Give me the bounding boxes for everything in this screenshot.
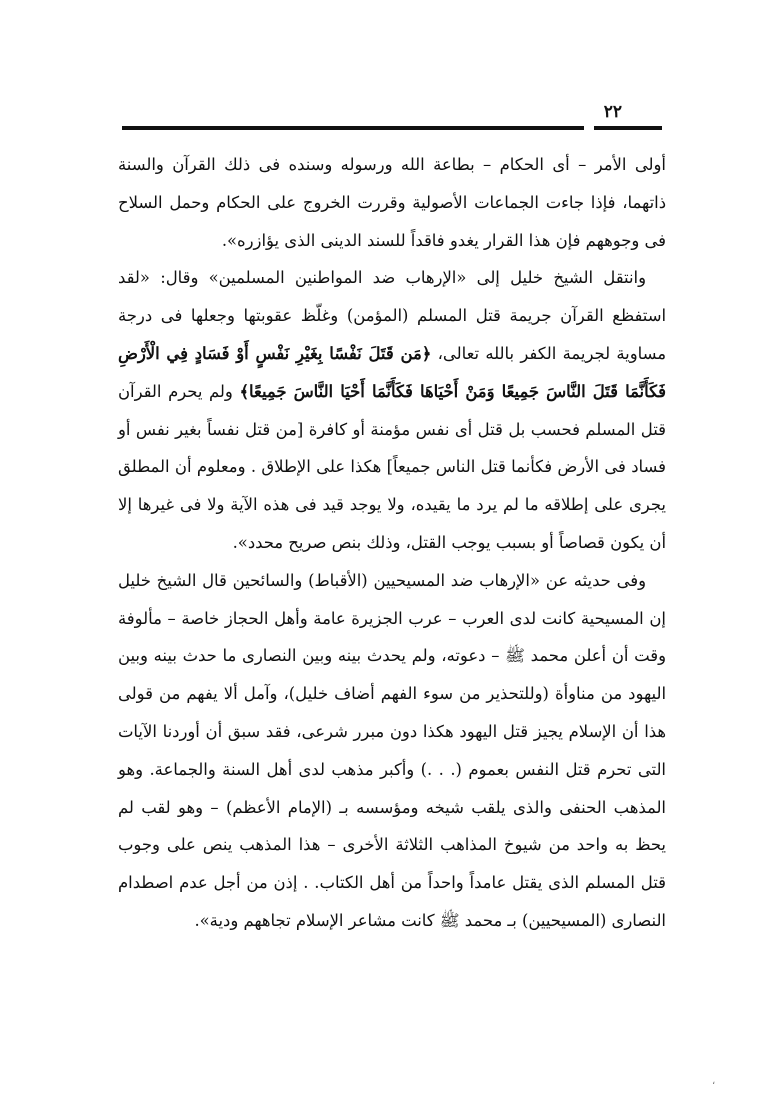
paragraph-2 <box>118 259 666 561</box>
page-number: ٢٢ <box>603 102 622 122</box>
paragraph-text: ولم يحرم القرآن قتل المسلم فحسب بل قتل أى نفس مؤمنة أو كافرة [من قتل نفساً بغير نفس أو فساد فى الأرض فكأنما قتل الناس جميعاً] هكذا على الإطلاق . ومعلوم أن المطلق يجرى على إطلاقه ما لم يرد ما يقيده، ولا يوجد قيد فى هذه الآية ولا فى غيرها إلا أن يكون قصاصاً أو بسبب يوجب القتل، وذلك بنص صريح محدد». <box>118 381 666 552</box>
header-rule-short <box>594 126 662 130</box>
paragraph-1 <box>118 146 666 259</box>
header-rule-long <box>122 126 584 130</box>
quran-verse: ﴿مَن قَتَلَ نَفْسًا بِغَيْرِ نَفْسٍ أَوْ فَسَادٍ فِي الْأَرْضِ فَكَأَنَّمَا قَتَلَ النَّاسَ جَمِيعًا وَمَنْ أَحْيَاهَا فَكَأَنَّمَا أَحْيَا النَّاسَ جَمِيعًا﴾ <box>118 343 666 401</box>
paragraph-3 <box>118 562 666 940</box>
paragraph-text: وفى حديثه عن «الإرهاب ضد المسيحيين (الأقباط) والسائحين قال الشيخ خليل إن المسيحية كانت لدى العرب – عرب الجزيرة عامة وأهل الحجاز خاصة – مألوفة وقت أن أعلن محمد ﷺ – دعوته، ولم يحدث بينه وبين النصارى ما حدث بينه وبين اليهود من مناوأة (وللتحذير من سوء الفهم أضاف خليل)، وآمل ألا يفهم من قولى هذا أن الإسلام يجيز قتل اليهود هكذا دون مبرر شرعى، فقد سبق أن أوردنا الآيات التى تحرم قتل النفس بعموم (. . .) وأكبر مذهب لدى أهل السنة والجماعة. وهو المذهب الحنفى والذى يلقب شيخه ومؤسسه بـ (الإمام الأعظم) – وهو لقب لم يحظ به واحد من شيوخ المذاهب الثلاثة الأخرى – هذا المذهب ينص على وجوب قتل المسلم الذى يقتل عامداً واحداً من أهل الكتاب. . إذن من أجل عدم اصطدام النصارى (المسيحيين) بـ محمد ﷺ كانت مشاعر الإسلام تجاههم ودية». <box>118 570 666 930</box>
body-text <box>118 146 666 940</box>
paragraph-text: وانتقل الشيخ خليل إلى «الإرهاب ضد المواطنين المسلمين» وقال: «لقد استفظع القرآن جريمة قتل المسلم (المؤمن) وغلّظ عقوبتها وجعلها فى درجة مساوية لجريمة الكفر بالله تعالى، <box>118 268 667 363</box>
margin-mark: ، <box>712 1076 716 1087</box>
paragraph-text: أولى الأمر – أى الحكام – بطاعة الله ورسوله وسنده فى ذلك القرآن والسنة ذاتهما، فإذا جاءت الجماعات الأصولية وقررت الخروج على الحكام وحمل السلاح فى وجوههم فإن هذا القرار يغدو فاقداً للسند الدينى الذى يؤازره». <box>118 155 666 250</box>
page-header <box>122 100 662 136</box>
